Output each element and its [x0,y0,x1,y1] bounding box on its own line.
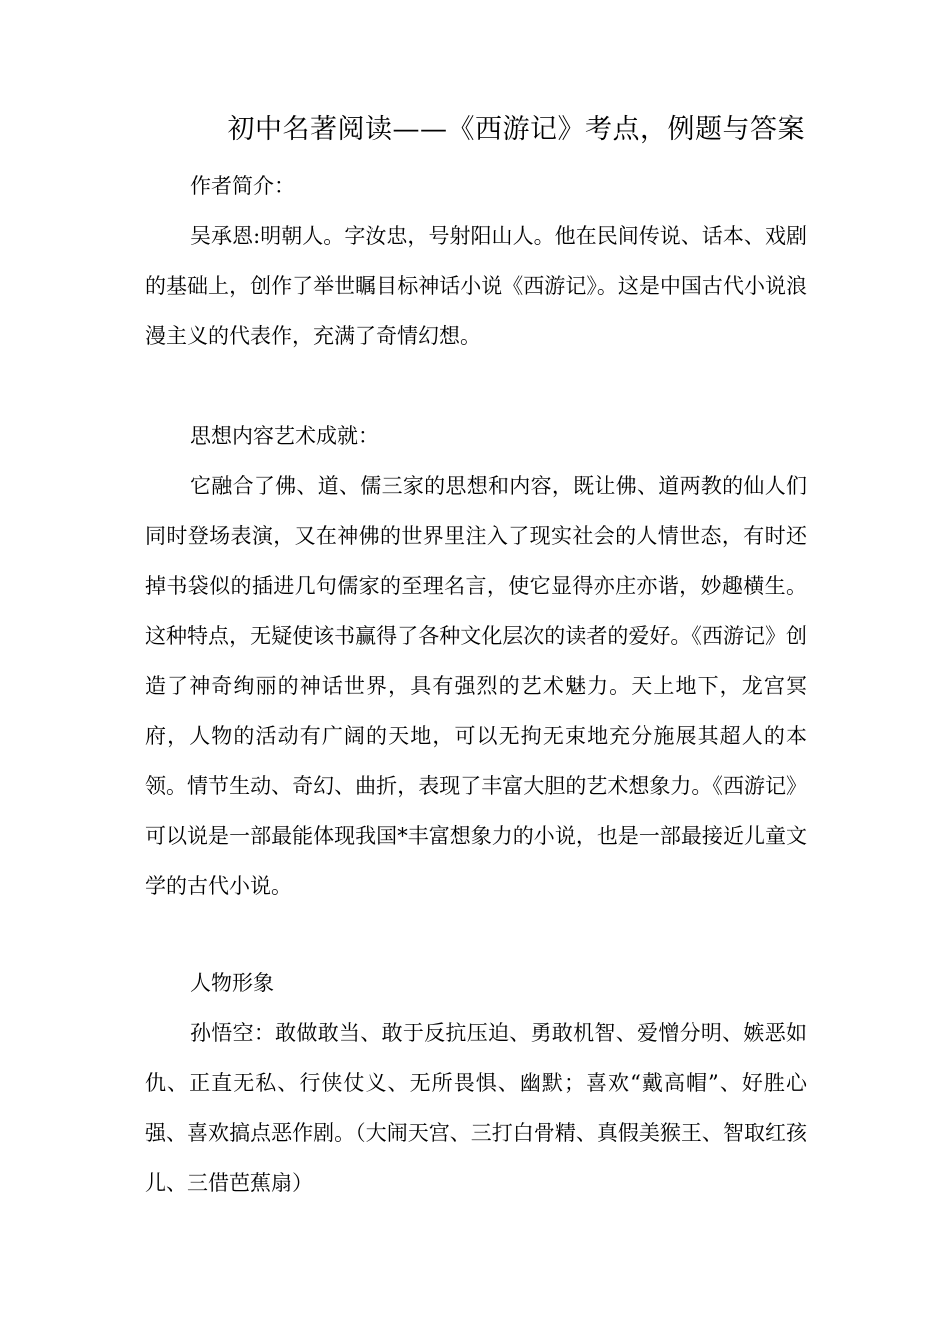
paragraph-sun-wukong: 孙悟空：敢做敢当、敢于反抗压迫、勇敢机智、爱憎分明、嫉恶如仇、正直无私、行侠仗义、无所畏惧、幽默；喜欢“戴高帽”、好胜心强、喜欢搞点恶作剧。（大闹天宫、三打白骨精、真假美猴王、智取红孩儿、三借芭蕉扇） [145,1021,807,1195]
document-title: 初中名著阅读——《西游记》考点，例题与答案 [227,114,805,145]
section-heading-author: 作者简介： [190,174,295,198]
section-heading-content: 思想内容艺术成就： [190,424,379,448]
section-heading-characters: 人物形象 [190,971,274,995]
paragraph-author: 吴承恩:明朝人。字汝忠，号射阳山人。他在民间传说、话本、戏剧的基础上，创作了举世瞩目标神话小说《西游记》。这是中国古代小说浪漫主义的代表作，充满了奇情幻想。 [145,224,807,348]
paragraph-content: 它融合了佛、道、儒三家的思想和内容，既让佛、道两教的仙人们同时登场表演，又在神佛的世界里注入了现实社会的人情世态，有时还掉书袋似的插进几句儒家的至理名言，使它显得亦庄亦谐，妙趣横生。这种特点，无疑使该书赢得了各种文化层次的读者的爱好。《西游记》创造了神奇绚丽的神话世界，具有强烈的艺术魅力。天上地下，龙宫冥府，人物的活动有广阔的天地，可以无拘无束地充分施展其超人的本领。情节生动、奇幻、曲折，表现了丰富大胆的艺术想象力。《西游记》可以说是一部最能体现我国*丰富想象力的小说，也是一部最接近儿童文学的古代小说。 [145,474,807,898]
